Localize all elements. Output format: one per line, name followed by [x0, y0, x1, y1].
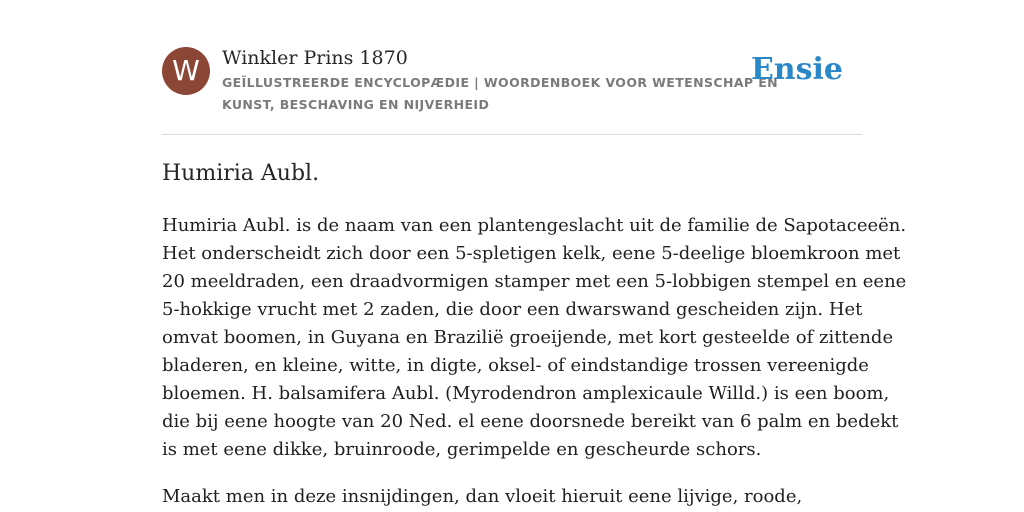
- paragraph: [162, 212, 907, 464]
- subtitle-line: KUNST, BESCHAVING EN NIJVERHEID: [222, 97, 490, 112]
- text-line: Het onderscheidt zich door een 5-spletigen kelk, eene 5-deelige bloemkroon met: [162, 243, 901, 264]
- site-title[interactable]: Winkler Prins 1870: [222, 47, 408, 69]
- ensie-logo[interactable]: Ensie: [750, 52, 843, 87]
- article-body: [162, 212, 907, 512]
- site-subtitle: [222, 72, 779, 116]
- text-line: 20 meeldraden, een draadvormigen stamper met een 5-lobbigen stempel en eene: [162, 271, 907, 292]
- article-title: Humiria Aubl.: [162, 161, 320, 186]
- text-line: Maakt men in deze insnijdingen, dan vloeit hieruit eene lijvige, roode,: [162, 486, 803, 507]
- text-line: die bij eene hoogte van 20 Ned. el eene doorsnede bereikt van 6 palm en bedekt: [162, 411, 899, 432]
- text-line: is met eene dikke, bruinroode, gerimpelde en gescheurde schors.: [162, 439, 762, 460]
- subtitle-line: GEÏLLUSTREERDE ENCYCLOPÆDIE | WOORDENBOEK VOOR WETENSCHAP EN: [222, 75, 779, 90]
- text-line: bloemen. H. balsamifera Aubl. (Myrodendron amplexicaule Willd.) is een boom,: [162, 383, 890, 404]
- text-line: bladeren, en kleine, witte, in digte, oksel- of eindstandige trossen vereenigde: [162, 355, 869, 376]
- site-avatar[interactable]: W: [162, 47, 210, 95]
- paragraph: [162, 483, 862, 511]
- text-line: omvat boomen, in Guyana en Brazilië groeijende, met kort gesteelde of zittende: [162, 327, 894, 348]
- text-line: Humiria Aubl. is de naam van een plantengeslacht uit de familie de Sapotaceeën.: [162, 215, 907, 236]
- page: [162, 0, 907, 507]
- site-header: [162, 0, 862, 135]
- text-line: 5-hokkige vrucht met 2 zaden, die door een dwarswand gescheiden zijn. Het: [162, 299, 863, 320]
